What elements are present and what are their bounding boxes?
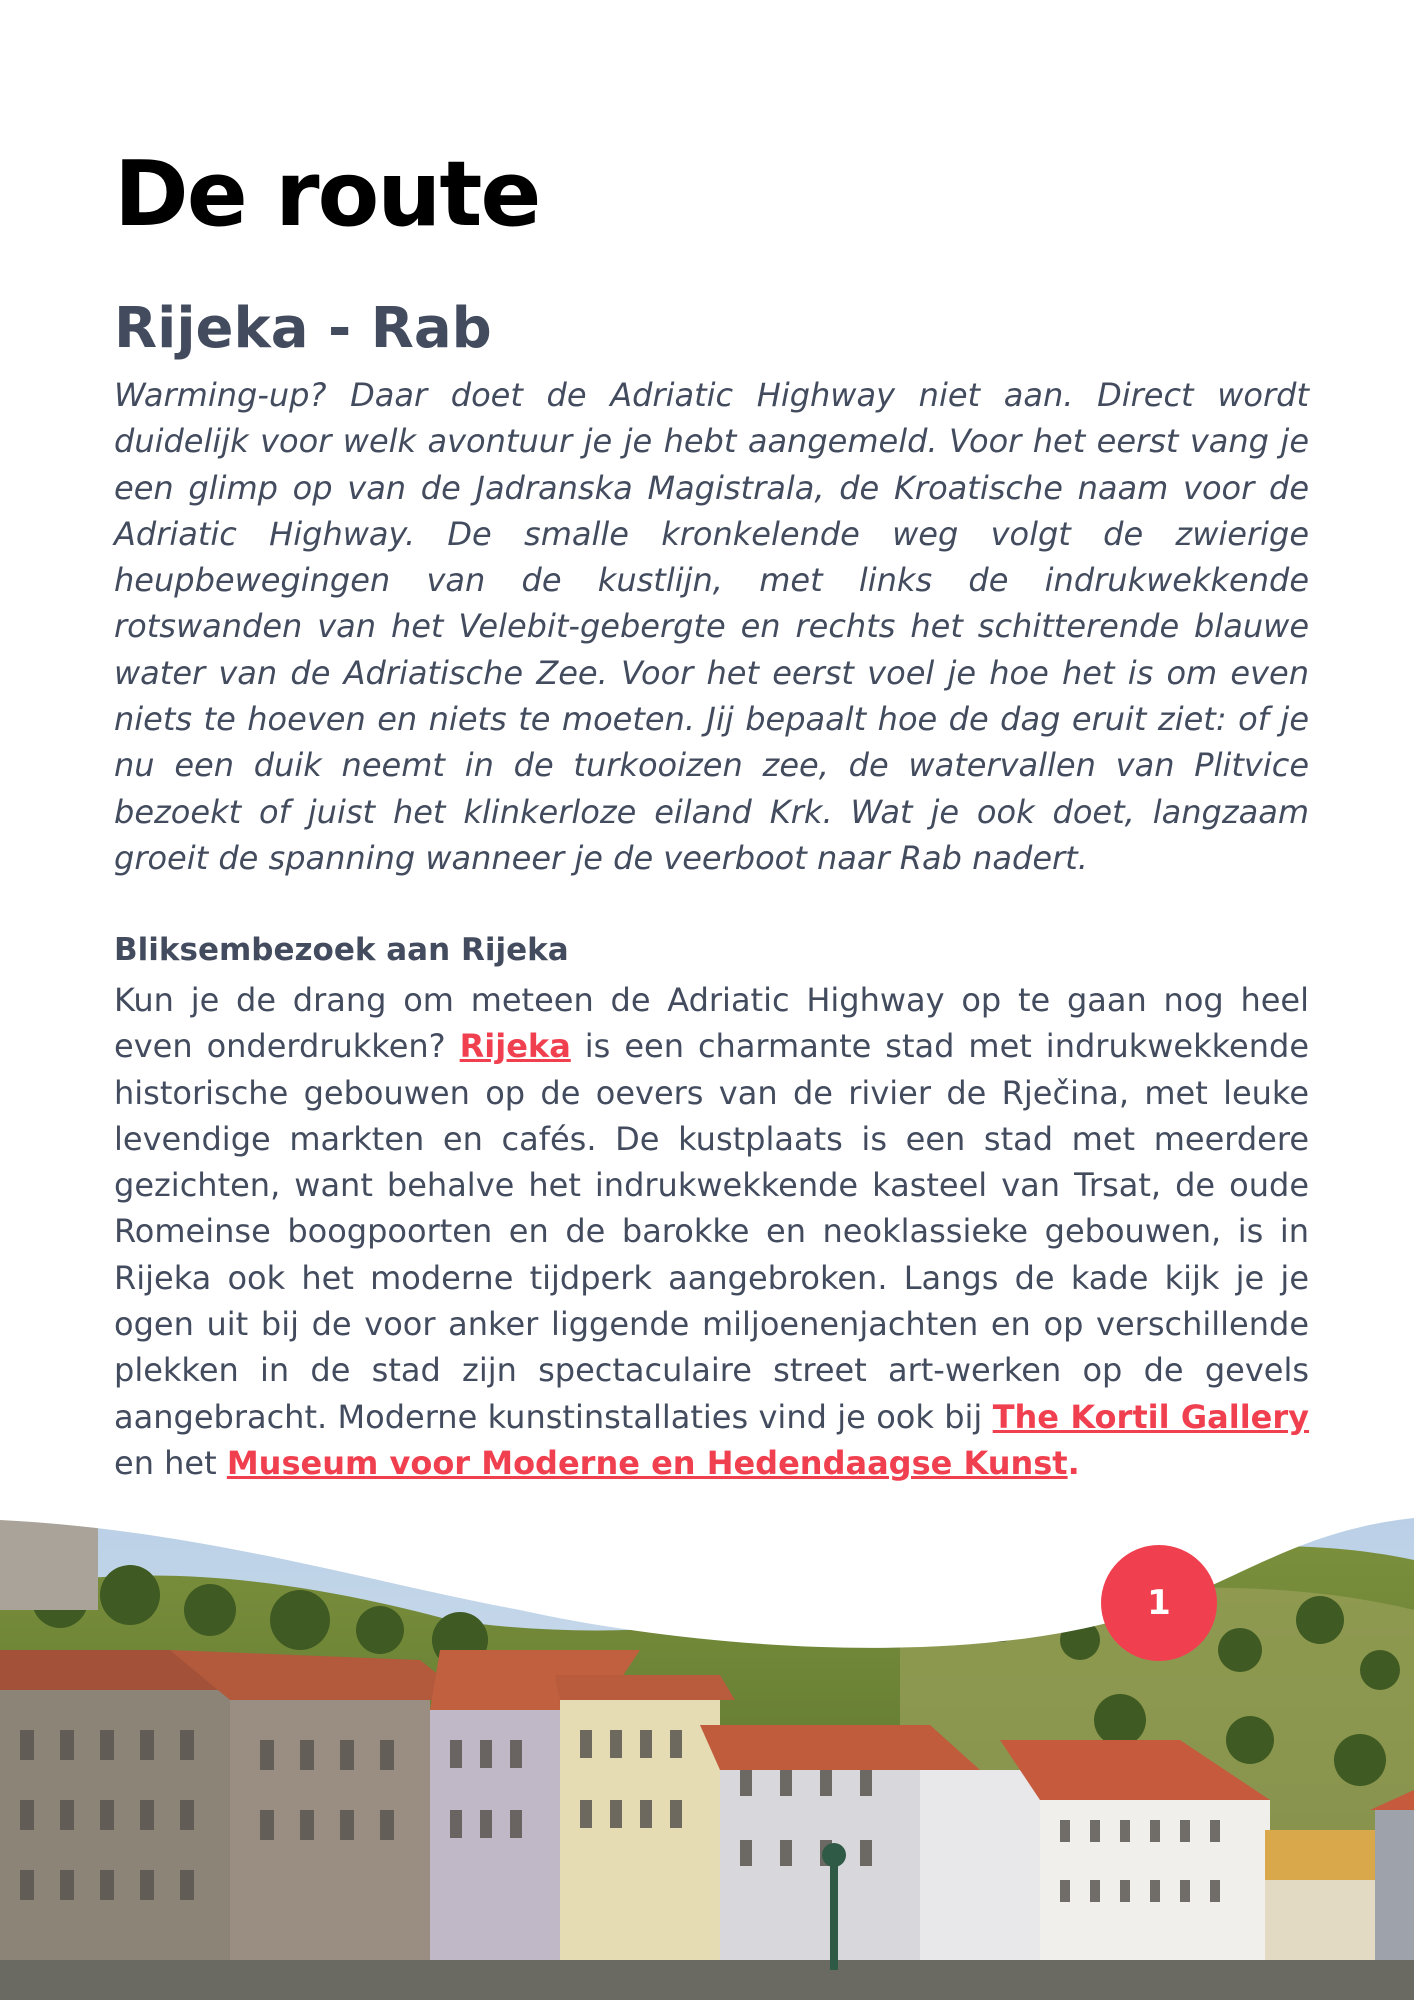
page-number-badge: 1 xyxy=(1101,1545,1217,1661)
museum-link[interactable]: Museum voor Moderne en Hedendaagse Kunst xyxy=(226,1443,1068,1482)
section-heading: Bliksembezoek aan Rijeka xyxy=(114,932,569,968)
body-paragraph xyxy=(114,977,1309,1486)
intro-paragraph: Warming-up? Daar doet de Adriatic Highway niet aan. Direct wordt duidelijk voor welk avontuur je je hebt aangemeld. Voor het eerst vang je een glimp op van de Jadranska Magistrala, de Kroatische naam voor de Adriatic Highway. De smalle kronkelende weg volgt de zwierige heupbewegingen van de kustlijn, met links de indrukwekkende rotswanden van het Velebit-gebergte en rechts het schitterende blauwe water van de Adriatische Zee. Voor het eerst voel je hoe het is om even niets te hoeven en niets te moeten. Jij bepaalt hoe de dag eruit ziet: of je nu een duik neemt in de turkooizen zee, de watervallen van Plitvice bezoekt of juist het klinkerloze eiland Krk. Wat je ook doet, langzaam groeit de spanning wanneer je de veerboot naar Rab nadert. xyxy=(114,376,1309,877)
body-text-1: Kun je de drang om meteen de Adriatic Highway op te gaan nog heel even onderdrukken? xyxy=(114,981,1309,1066)
route-subtitle: Rijeka - Rab xyxy=(114,296,492,361)
body-text-end: . xyxy=(1067,1443,1080,1482)
body-text-3: en het xyxy=(114,1443,227,1482)
kortil-gallery-link[interactable]: The Kortil Gallery xyxy=(992,1397,1310,1436)
rijeka-link[interactable]: Rijeka xyxy=(459,1027,571,1066)
body-text-2: is een charmante stad met indrukwekkende historische gebouwen op de oevers van de rivier de Rječina, met leuke levendige markten en cafés. De kustplaats is een stad met meerdere gezichten, want behalve het indrukwekkende kasteel van Trsat, de oude Romeinse boogpoorten en de barokke en neoklassieke gebouwen, is in Rijeka ook het moderne tijdperk aangebroken. Langs de kade kijk je je ogen uit bij de voor anker liggende miljoenenjachten en op verschillende plekken in de stad zijn spectaculaire street art-werken op de gevels aangebracht. Moderne kunstinstallaties vind je ook bij xyxy=(114,1027,1310,1436)
page-title: De route xyxy=(114,142,540,247)
